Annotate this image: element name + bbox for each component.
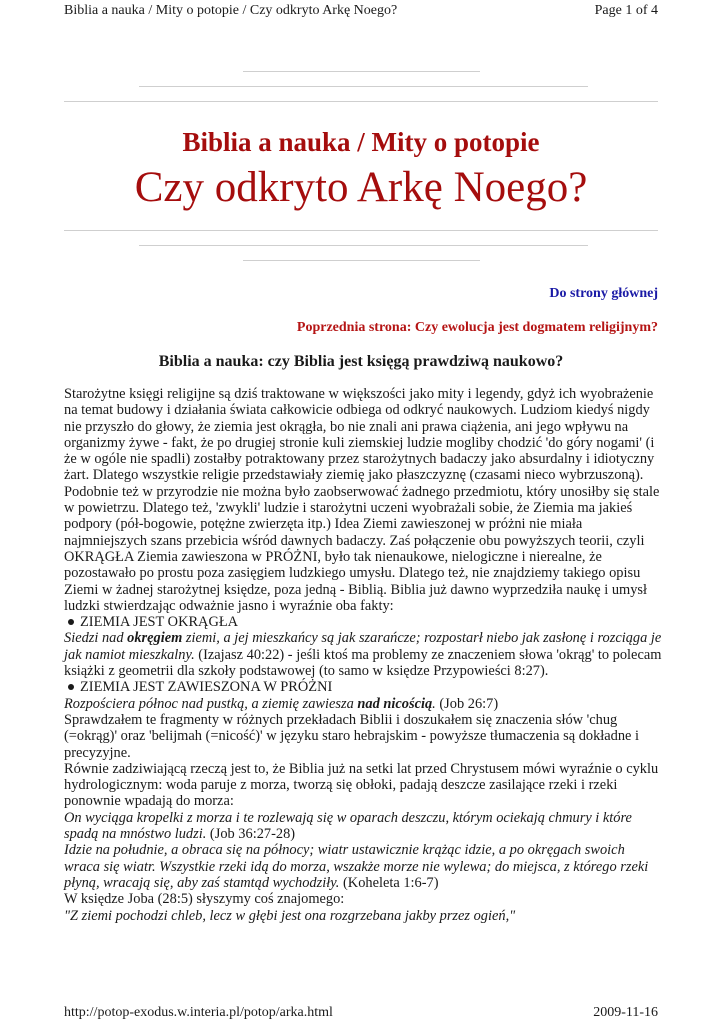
article-body (64, 386, 662, 924)
quote-text: . (432, 695, 436, 712)
quote-emphasis: nad nicością (357, 695, 433, 712)
quote-paragraph (64, 630, 662, 679)
quote-reference: (Job 26:7) (435, 695, 499, 712)
title-block (64, 124, 658, 215)
quote-paragraph (64, 696, 662, 712)
list-item-label: ZIEMIA JEST ZAWIESZONA W PRÓŻNI (80, 679, 333, 696)
divider (64, 101, 658, 102)
divider (243, 71, 480, 72)
quote-emphasis: okręgiem (127, 630, 183, 647)
quote-text: On wyciąga kropelki z morza i te rozlewają się w oparach deszczu, którym ociekają chmury i które spadą na mnóstwo ludzi. (64, 809, 632, 843)
quote-text: ziemi, a jej mieszkańcy są jak szarańcze; rozpostarł niebo jak zasłonę i rozciąga je jak namiot mieszkalny. (64, 630, 662, 663)
divider (64, 230, 658, 231)
divider (243, 260, 480, 261)
page-subtitle: Biblia a nauka / Mity o potopie (182, 127, 540, 157)
quote-text: "Z ziemi pochodzi chleb, lecz w głębi jest ona rozgrzebana jakby przez ogień," (64, 907, 516, 924)
list-item (64, 614, 662, 630)
divider (139, 86, 588, 87)
quote-reference: (Koheleta 1:6-7) (339, 874, 439, 891)
paragraph: W księdze Joba (28:5) słyszymy coś znajomego: (64, 891, 345, 908)
page-title: Czy odkryto Arkę Noego? (134, 164, 588, 211)
paragraph: Sprawdzałem te fragmenty w różnych przekładach Biblii i doszukałem się znaczenia słów 'chug (=okrąg)' oraz 'belijmah (=nicość)' w języku staro hebrajskim - powyższe tłumaczenia są dokładne i precyzyjne. (64, 711, 640, 761)
bullet-icon (68, 619, 74, 625)
list-item-label: ZIEMIA JEST OKRĄGŁA (80, 614, 239, 631)
quote-text: Rozpościera północ nad pustką, a ziemię zawiesza (64, 695, 358, 712)
home-link[interactable]: Do strony głównej (549, 286, 658, 301)
print-header (64, 3, 658, 21)
quote-paragraph (64, 842, 662, 891)
previous-page-link[interactable]: Poprzednia strona: Czy ewolucja jest dogmatem religijnym? (296, 320, 658, 335)
bullet-icon (68, 684, 74, 690)
list-item (64, 679, 662, 695)
quote-reference: (Izajasz 40:22) - jeśli ktoś ma problemy ze znaczeniem słowa 'okrąg' to polecam książki z geometrii dla szkoły podstawowej (to samo w księdze Przypowieści 8:27). (64, 646, 662, 680)
quote-text: Idzie na południe, a obraca się na północy; wiatr ustawicznie krążąc idzie, a po okręgach swoich wraca się wiatr. Wszystkie rzeki idą do morza, wszakże morze nie wylewa; do miejsca, z którego rzeki płyną, wracają się, aby zaś stamtąd wychodziły. (64, 842, 649, 891)
footer-date: 2009-11-16 (593, 1005, 658, 1020)
paragraph: Starożytne księgi religijne są dziś traktowane w większości jako mity i legendy, gdyż ich wyobrażenie na temat budowy i działania świata całkowicie odbiega od odkryć naukowych. Ludziom kiedyś nigdy nie przyszło do głowy, że ziemia jest okrągła, bo nie znali ani prawa ciążenia, ani jego wpływu na organizmy żywe - fakt, że po drugiej stronie kuli ziemskiej ludzie mogliby chodzić 'do góry nogami' (i że w ogóle nie spadli) zostałby potraktowany przez starożytnych badaczy jako absurdalny i idiotyczny żart. Dlatego wszystkie religie przedstawiały ziemię jako płaszczyznę (czasami nieco wybrzuszoną). Podobnie też w przyrodzie nie można było zaobserwować żadnego przedmiotu, który unosiłby się stale w powietrzu. Dlatego też, 'zwykli' ludzie i starożytni uczeni wyobrażali sobie, że Ziemia ma jakieś podpory (pół-bogowie, potężne zwierzęta itp.) Idea Ziemi zawieszonej w próżni nie miała najmniejszych szans przebicia wśród dawnych badaczy. Zaś połączenie obu powyższych teorii, czyli OKRĄGŁA Ziemia zawieszona w PRÓŻNI, było tak nienaukowe, nielogiczne i nierealne, że pozostawało po prostu poza zasięgiem ludzkiego umysłu. Dlatego też, nie znajdziemy takiego opisu Ziemi w żadnej starożytnej księdze, poza jedną - Biblią. Biblia już dawno wyprzedziła naukę i umysł ludzki stwierdzając odważnie jasno i wyraźnie oba fakty: (64, 386, 660, 614)
quote-reference: (Job 36:27-28) (206, 826, 296, 843)
header-page-number: Page 1 of 4 (594, 3, 658, 18)
section-heading: Biblia a nauka: czy Biblia jest księgą prawdziwą naukowo? (158, 353, 564, 370)
quote-text: Siedzi nad (64, 630, 128, 647)
paragraph: Równie zadziwiającą rzeczą jest to, że Biblia już na setki lat przed Chrystusem mówi wyraźnie o cyklu hydrologicznym: woda paruje z morza, tworzą się obłoki, padają deszcze zasilające rzeki i rzeki ponownie wpadają do morza: (64, 760, 659, 810)
footer-url: http://potop-exodus.w.interia.pl/potop/arka.html (64, 1005, 333, 1020)
quote-paragraph (64, 810, 662, 843)
divider (139, 245, 588, 246)
header-doc-title: Biblia a nauka / Mity o potopie / Czy odkryto Arkę Noego? (64, 3, 398, 18)
